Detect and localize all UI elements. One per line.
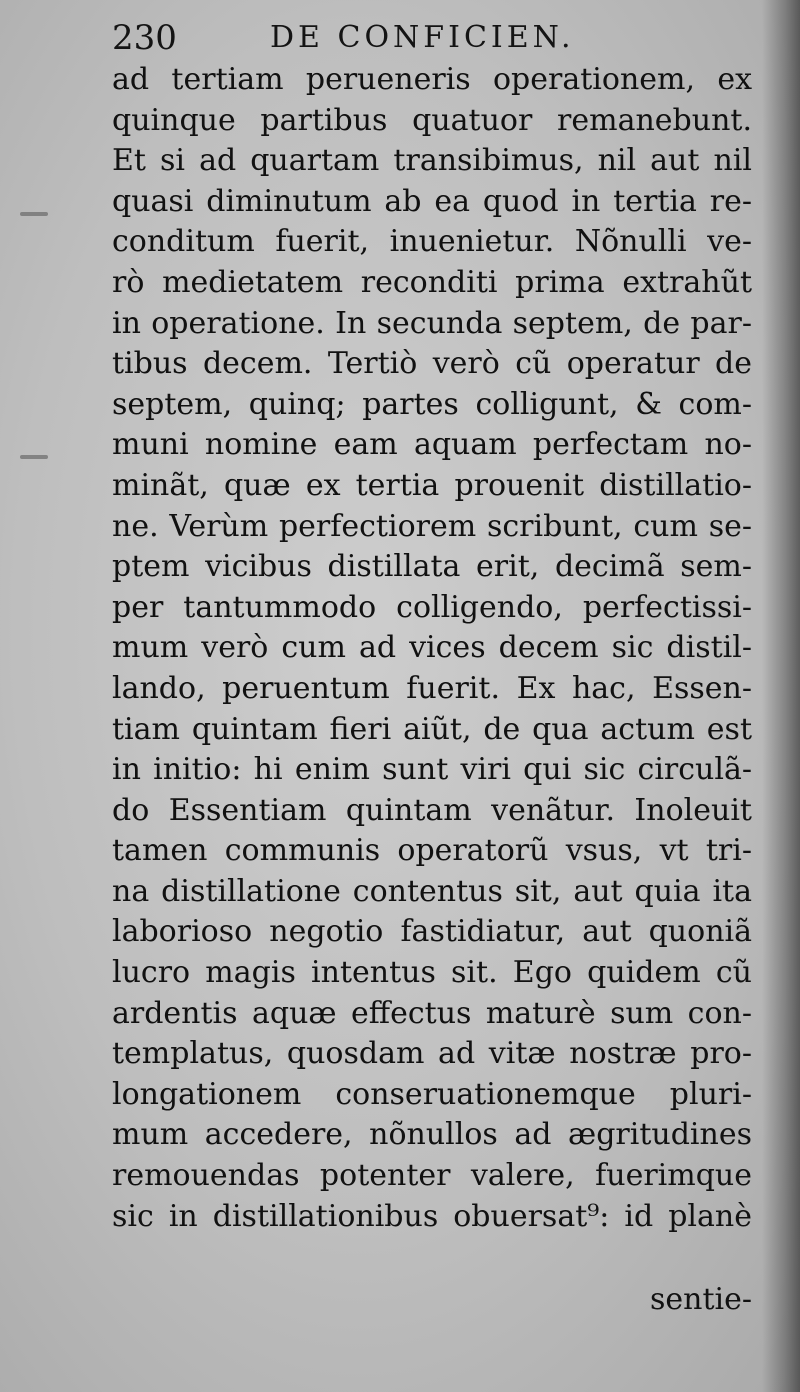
text-line: do Essentiam quintam venãtur. Inoleuit [112, 792, 752, 828]
page-gutter-shadow [762, 0, 800, 1392]
text-line: in operatione. In secunda septem, de par- [112, 305, 752, 341]
page-number: 230 [112, 18, 177, 58]
text-line: in initio: hi enim sunt viri qui sic circulã- [112, 752, 752, 788]
text-line: conditum fuerit, inuenietur. Nõnulli ve- [112, 224, 752, 260]
text-line: na distillatione contentus sit, aut quia ita [112, 873, 752, 909]
text-line: longationem conseruationemque pluri- [112, 1076, 752, 1112]
text-line: rò medietatem reconditi prima extrahũt [112, 264, 752, 300]
margin-mark [20, 212, 48, 216]
text-line: septem, quinq; partes colligunt, & com- [112, 386, 752, 422]
text-line: per tantummodo colligendo, perfectissi- [112, 589, 752, 625]
text-line: templatus, quosdam ad vitæ nostræ pro- [112, 1036, 752, 1072]
text-line: tamen communis operatorũ vsus, vt tri- [112, 833, 752, 869]
text-line: ne. Verùm perfectiorem scribunt, cum se- [112, 508, 752, 544]
text-line: quasi diminutum ab ea quod in tertia re- [112, 183, 752, 219]
text-line: ptem vicibus distillata erit, decimã sem- [112, 549, 752, 585]
text-line: lucro magis intentus sit. Ego quidem cũ [112, 955, 752, 991]
margin-mark [20, 455, 48, 459]
text-line: ad tertiam perueneris operationem, ex [112, 62, 752, 97]
text-line: sic in distillationibus obuersat⁹: id planè [112, 1198, 752, 1234]
text-line: tibus decem. Tertiò verò cũ operatur de [112, 346, 752, 382]
running-head: DE CONFICIEN. [270, 20, 575, 55]
text-line: minãt, quæ ex tertia prouenit distillatio- [112, 467, 752, 503]
body-text [112, 60, 752, 1237]
text-line: mum accedere, nõnullos ad ægritudines [112, 1117, 752, 1153]
page-header [112, 14, 672, 62]
catchword: sentie- [649, 1282, 752, 1317]
text-line: lando, peruentum fuerit. Ex hac, Essen- [112, 670, 752, 706]
text-line: tiam quintam fieri aiũt, de qua actum est [112, 711, 752, 747]
text-line: muni nomine eam aquam perfectam no- [112, 427, 752, 463]
text-line: Et si ad quartam transibimus, nil aut nil [112, 143, 752, 179]
text-line: laborioso negotio fastidiatur, aut quoniã [112, 914, 752, 950]
text-line: quinque partibus quatuor remanebunt. [112, 102, 752, 138]
text-line: remouendas potenter valere, fuerimque [112, 1158, 752, 1194]
text-line: mum verò cum ad vices decem sic distil- [112, 630, 752, 666]
text-line: ardentis aquæ effectus maturè sum con- [112, 995, 752, 1031]
